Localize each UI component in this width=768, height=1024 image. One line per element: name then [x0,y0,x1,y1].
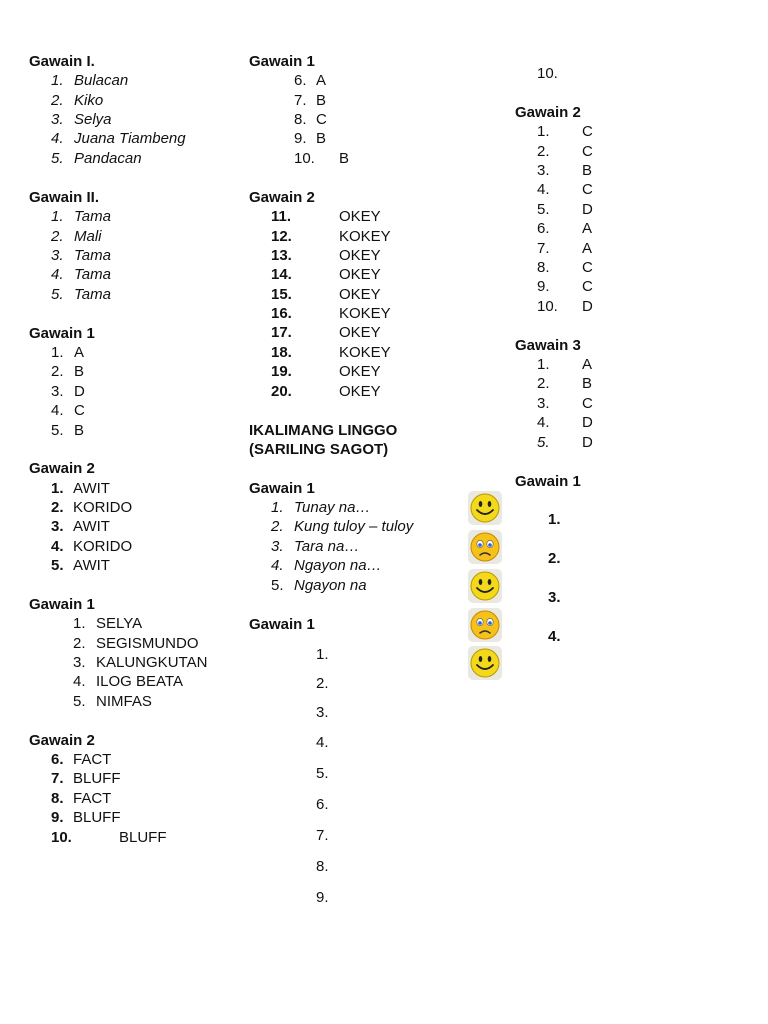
section-heading: Gawain 1 [249,480,315,497]
section-heading: Gawain 1 [29,325,95,342]
section-heading: Gawain 2 [515,104,581,121]
section-heading: Gawain II. [29,189,100,206]
section-heading: Gawain 1 [249,53,315,70]
sad-icon [468,608,502,642]
list-item: 10. [537,65,558,82]
list-item: 9. [316,889,329,906]
list-item: 5. [316,765,329,782]
section-heading: Gawain 1 [249,616,315,633]
section-heading: Gawain 2 [29,460,95,477]
smile-icon [468,646,502,680]
section-heading: Gawain 3 [515,337,581,354]
list-item: 2. [548,550,561,567]
week-subheading: (SARILING SAGOT) [249,441,389,458]
list-item: 1. [316,646,329,663]
list-item: 8. [316,858,329,875]
list-item: 2. [316,675,329,692]
list-item: 4. [548,628,561,645]
smile-icon [468,491,502,525]
section-heading: Gawain 2 [29,732,95,749]
list-item: 1. [548,511,561,528]
list-item: 3. [316,704,329,721]
list-item: 3. [548,589,561,606]
list-item: 7. [316,827,329,844]
sad-icon [468,530,502,564]
week-heading: IKALIMANG LINGGO [249,422,398,439]
section-heading: Gawain 2 [249,189,315,206]
list-item: 6. [316,796,329,813]
section-heading: Gawain 1 [515,473,581,490]
smile-icon [468,569,502,603]
section-heading: Gawain I. [29,53,95,70]
section-heading: Gawain 1 [29,596,95,613]
list-item: 4. [316,734,329,751]
